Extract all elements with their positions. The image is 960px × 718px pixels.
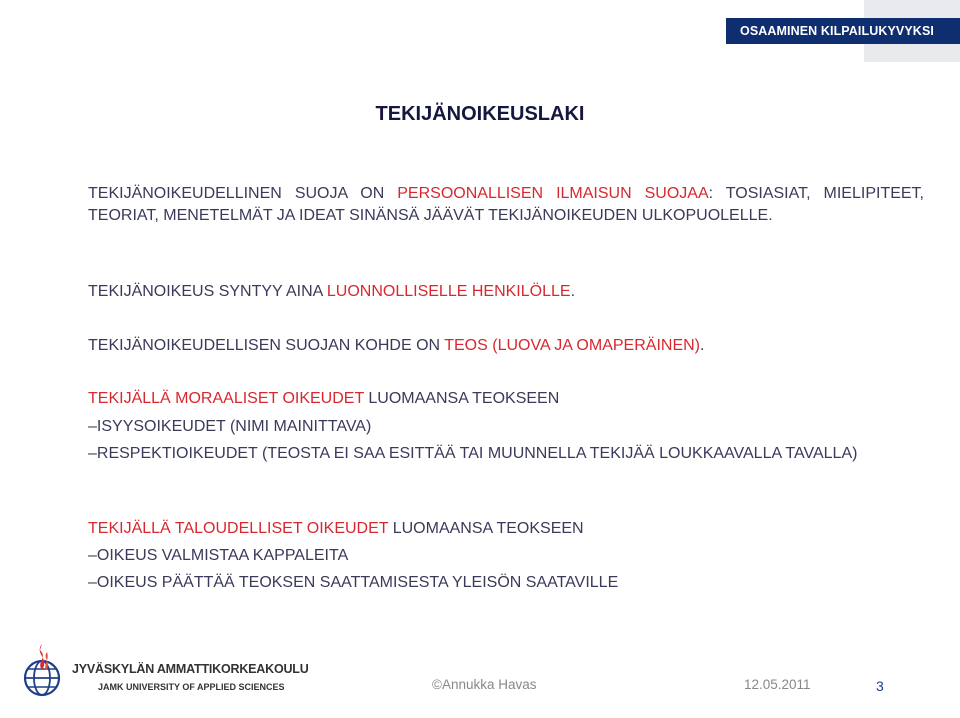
slide-title: TEKIJÄNOIKEUSLAKI [375,103,585,125]
text-segment: . [700,337,705,354]
footer-author: ©Annukka Havas [432,677,537,692]
highlight-segment: TEKIJÄLLÄ [88,520,175,537]
paragraph-protected-work [88,335,924,357]
paragraph-economic-rights [88,518,924,540]
list-item-publication-right: –OIKEUS PÄÄTTÄÄ TEOKSEN SAATTAMISESTA YLEISÖN SAATAVILLE [88,574,619,591]
paragraph-moral-rights [88,388,924,410]
logo-name: JYVÄSKYLÄN AMMATTIKORKEAKOULU [72,662,309,676]
list-item-copies-right: –OIKEUS VALMISTAA KAPPALEITA [88,547,349,564]
text-segment: TEKIJÄNOIKEUDELLINEN SUOJA ON [88,185,385,202]
text-segment: TEKIJÄNOIKEUDELLISEN SUOJAN KOHDE ON [88,337,445,354]
highlight-segment: TEOS (LUOVA JA OMAPERÄINEN) [444,337,700,354]
highlight-segment: PERSOONALLISEN ILMAISUN SUOJAA [384,185,709,202]
highlight-segment: LUONNOLLISELLE HENKILÖLLE [326,283,571,300]
paragraph-natural-person [88,281,924,303]
text-segment: LUOMAANSA TEOKSEEN [363,390,560,407]
logo-subtitle: JAMK UNIVERSITY OF APPLIED SCIENCES [98,682,285,692]
list-item-attribution-rights: –ISYYSOIKEUDET (NIMI MAINITTAVA) [88,418,372,435]
footer-date: 12.05.2011 [744,677,811,692]
text-segment: . [570,283,576,300]
text-segment: : TOSIASIAT, MIELIPITEET, TEORIAT, MENETELMÄT JA IDEAT SINÄNSÄ JÄÄVÄT TEKIJÄNOIKEUDEN ULKOPUOLELLE. [88,185,925,224]
list-item-integrity-rights: –RESPEKTIOIKEUDET (TEOSTA EI SAA ESITTÄÄ TAI MUUNNELLA TEKIJÄÄ LOUKKAAVALLA TAVALLA) [88,445,858,462]
text-segment: TEKIJÄNOIKEUS SYNTYY AINA [88,283,327,300]
globe-emblem-icon [20,640,64,702]
header-banner: OSAAMINEN KILPAILUKYVYKSI [726,18,960,44]
jamk-logo [20,640,310,702]
page-number: 3 [876,678,884,694]
text-segment: LUOMAANSA TEOKSEEN [388,520,584,537]
highlight-segment: MORAALISET OIKEUDET [175,390,364,407]
highlight-segment: TEKIJÄLLÄ [88,390,176,407]
paragraph-protection-scope [88,183,924,227]
highlight-segment: TALOUDELLISET OIKEUDET [174,520,389,537]
